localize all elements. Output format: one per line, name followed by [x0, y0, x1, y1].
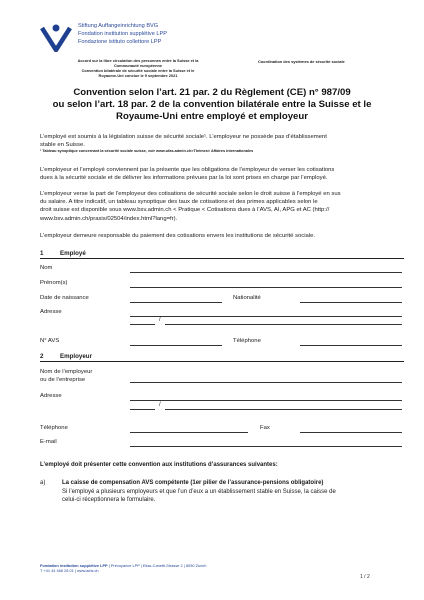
title-line: Royaume-Uni entre employé et employeur — [116, 111, 308, 122]
section-1-number: 1 — [40, 250, 44, 257]
section-1-divider — [40, 258, 404, 259]
agreement-line: Royaume-Uni conclue le 9 septembre 2021 — [98, 73, 178, 78]
employee-avs-label: N° AVS — [40, 338, 60, 344]
agreement-line: Communauté européenne — [114, 63, 162, 68]
employee-nationality-label: Nationalité — [233, 295, 261, 301]
footer-address: | Prévoyance LPP | Elias-Canetti-Strasse 2 | 8050 Zurich — [107, 563, 207, 568]
paragraph-line: L’employeur verse la part de l’employeur des cotisations de sécurité sociale selon le droit suisse à l’employé en sus — [40, 191, 341, 197]
option-a-line: Si l’employé a plusieurs employeurs et que l’un d’eux a un établissement stable en Suisse, la caisse de — [62, 489, 336, 495]
employee-city-field[interactable] — [165, 324, 402, 325]
paragraph-line: www.bsv.admin.ch/praxis/02504/index.html?lang=fr). — [40, 215, 178, 222]
employee-firstname-label: Prénom(s) — [40, 280, 68, 286]
label-line: ou de l’entreprise — [40, 377, 86, 383]
option-a-title: La caisse de compensation AVS compétente (1er pilier de l’assurance-pensions obligatoire) — [62, 480, 324, 486]
employee-firstname-field[interactable] — [130, 287, 402, 288]
label-line: Nom de l’employeur — [40, 369, 93, 375]
employer-name-label — [40, 368, 92, 384]
paragraph-line: droit suisse est disponible sous www.bsv.admin.ch < Pratique < Cotisations dues à l’AVS, AI, APG et AC (http:// — [40, 207, 330, 214]
employee-name-field[interactable] — [130, 272, 402, 273]
foundation-logo — [40, 22, 74, 52]
footer-org: Fondation institution supplétive LPP — [40, 563, 108, 568]
employee-phone-field[interactable] — [300, 345, 402, 346]
footer-contact: T +41 44 468 28 01 | www.aeis.ch — [40, 568, 99, 574]
paragraph-line: du salaire. A titre indicatif, un tableau synoptique des taux de cotisations et des primes applicables selon le — [40, 199, 318, 206]
paragraph-line: L’employé est soumis à la législation suisse de sécurité sociale¹. L’employeur ne possède pas d’établissement — [40, 134, 327, 140]
employee-postcode-field[interactable] — [130, 324, 155, 325]
paragraph-responsibility: L’employeur demeure responsable du paiement des cotisations envers les institutions de sécurité sociale. — [40, 233, 316, 239]
paragraph-line: stable en Suisse. — [40, 142, 85, 149]
section-2-title: Employeur — [60, 353, 92, 360]
employee-avs-field[interactable] — [130, 345, 222, 346]
employer-fax-field[interactable] — [300, 432, 402, 433]
footnote-text: ¹ Tableau synoptique concernant la sécurité sociale suisse, voir www.ofas.admin.ch>Thèmes> Affaires internationales — [40, 149, 254, 154]
org-name-de: Stiftung Auffangeinrichtung BVG — [78, 23, 159, 29]
address-separator: / — [159, 402, 161, 408]
coordination-label: Coordination des systèmes de sécurité sociale — [258, 59, 345, 64]
section-1-title: Employé — [60, 250, 86, 257]
employer-address-field-1[interactable] — [130, 400, 402, 401]
employee-birthdate-label: Date de naissance — [40, 295, 89, 301]
agreement-reference — [40, 58, 236, 78]
page-number: 1 / 2 — [360, 574, 370, 580]
employer-fax-label: Fax — [260, 425, 270, 431]
employer-city-field[interactable] — [165, 409, 402, 410]
org-name-fr: Fondation institution supplétive LPP — [78, 31, 167, 37]
option-a-description — [62, 488, 392, 504]
employee-address-field-1[interactable] — [130, 316, 402, 317]
footnote — [40, 149, 384, 154]
paragraph-line: L’employeur et l’employé conviennent par la présente que les obligations de l’employeur de verser les cotisations — [40, 167, 335, 173]
org-name-it: Fondazione istituto collettore LPP — [78, 39, 162, 45]
paragraph-line: dues à la sécurité sociale et de délivrer les informations prévues par la loi sont prises en charge par l’employé. — [40, 175, 328, 182]
address-separator: / — [159, 317, 161, 323]
paragraph-subject — [40, 133, 384, 154]
employee-nationality-field[interactable] — [300, 302, 402, 303]
employer-phone-label: Téléphone — [40, 425, 68, 431]
employee-birthdate-field[interactable] — [130, 302, 222, 303]
option-a-line: celui-ci réceptionnera le formulaire. — [62, 497, 156, 503]
employee-address-label: Adresse — [40, 309, 62, 315]
employer-postcode-field[interactable] — [130, 409, 155, 410]
agreement-line: Accord sur la libre circulation des personnes entre la Suisse et la — [77, 58, 199, 63]
organization-name — [78, 22, 167, 46]
agreement-line: Convention bilatérale de sécurité sociale entre la Suisse et le — [81, 68, 195, 73]
employer-name-field[interactable] — [130, 382, 402, 383]
employer-email-field[interactable] — [130, 446, 402, 447]
document-title — [40, 87, 384, 123]
paragraph-contributions — [40, 190, 384, 223]
section-2-divider — [40, 361, 404, 362]
employee-phone-label: Téléphone — [233, 338, 261, 344]
paragraph-obligations — [40, 166, 384, 182]
employer-phone-field[interactable] — [130, 432, 248, 433]
title-line: Convention selon l’art. 21 par. 2 du Règlement (CE) n° 987/09 — [73, 87, 351, 98]
page-footer — [40, 563, 206, 573]
submission-instructions: L’employé doit présenter cette convention aux institutions d’assurances suivantes: — [40, 462, 278, 468]
employee-name-label: Nom — [40, 265, 53, 271]
section-2-number: 2 — [40, 353, 44, 360]
title-line: ou selon l’art. 18 par. 2 de la convention bilatérale entre la Suisse et le — [52, 99, 372, 110]
employer-email-label: E-mail — [40, 439, 57, 445]
employer-address-label: Adresse — [40, 393, 62, 399]
option-a-letter: a) — [40, 480, 46, 486]
